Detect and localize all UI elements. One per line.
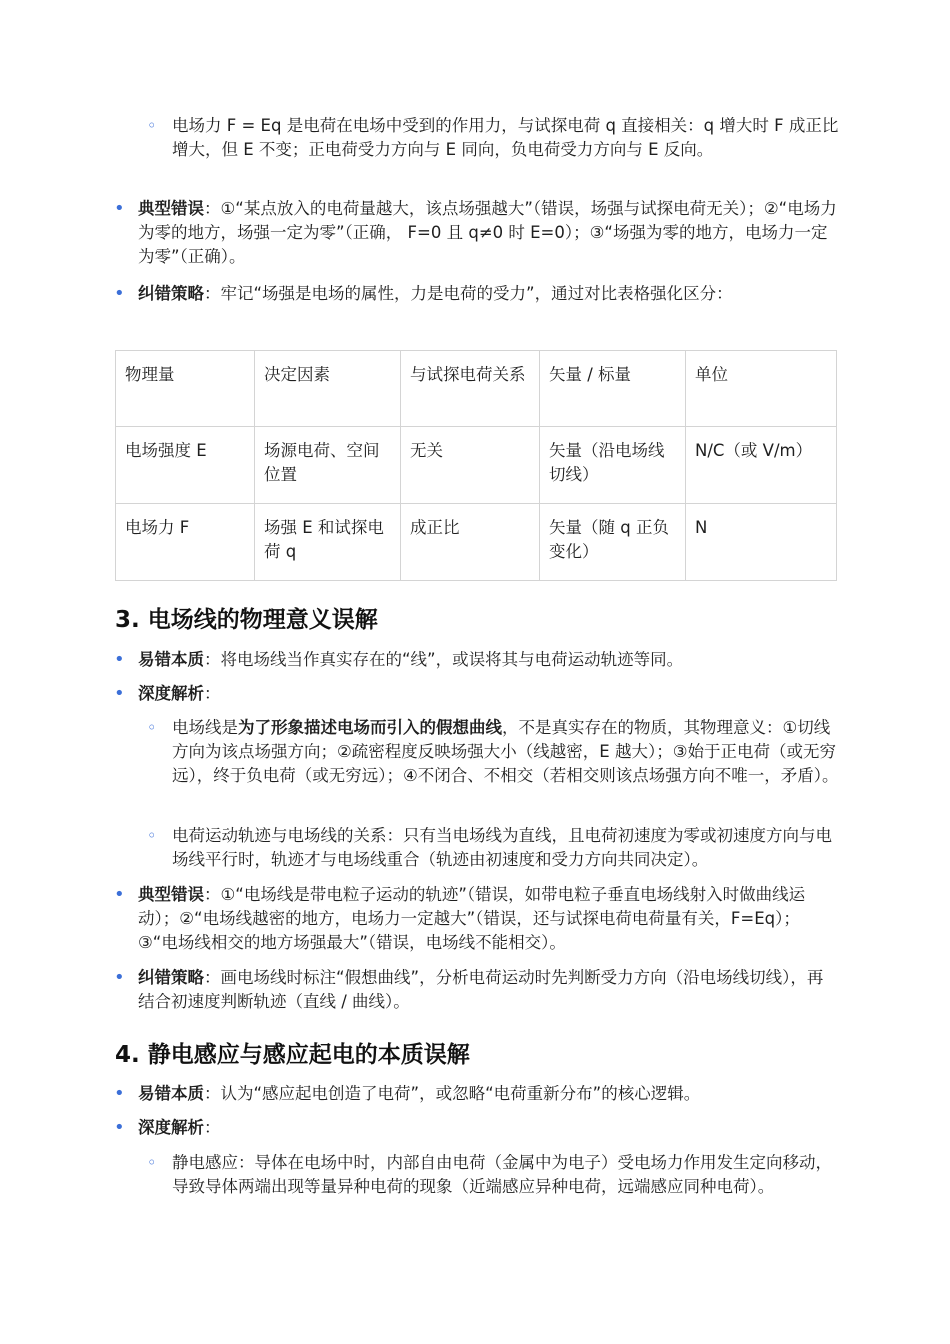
table-cell: 无关 bbox=[401, 427, 540, 504]
trajectory-relation-text: 电荷运动轨迹与电场线的关系：只有当电场线为直线，且电荷初速度为零或初速度方向与电场线平行时，轨迹才与电场线重合（轨迹由初速度和受力方向共同决定）。 bbox=[172, 826, 832, 869]
table-row bbox=[116, 427, 837, 504]
section-3-fix-strategy-item bbox=[138, 966, 838, 1014]
typical-errors-item bbox=[138, 197, 838, 269]
typical-errors-label: 典型错误 bbox=[138, 199, 204, 218]
analysis-label: 深度解析 bbox=[138, 1118, 204, 1137]
force-note-text: 电场力 F = Eq 是电荷在电场中受到的作用力，与试探电荷 q 直接相关：q 增大时 F 成正比增大，但 E 不变；正电荷受力方向与 E 同向，负电荷受力方向与 E 反向。 bbox=[172, 116, 839, 159]
table-cell: 矢量（随 q 正负变化） bbox=[540, 504, 686, 581]
section-3-heading: 3. 电场线的物理意义误解 bbox=[115, 607, 378, 633]
field-line-meaning-post: ，不是真实存在的物质，其物理意义：①切线方向为该点场强方向；②疏密程度反映场强大小（线越密，E 越大）；③始于正电荷（或无穷远），终于负电荷（或无穷远）；④不闭合、不相交（若相交则该点场强方向不唯一，矛盾）。 bbox=[172, 718, 839, 785]
table-cell: 场强 E 和试探电荷 q bbox=[255, 504, 401, 581]
fix-strategy-text: ：画电场线时标注“假想曲线”，分析电荷运动时先判断受力方向（沿电场线切线），再结合初速度判断轨迹（直线 / 曲线）。 bbox=[138, 968, 824, 1011]
essence-text: ：认为“感应起电创造了电荷”，或忽略“电荷重新分布”的核心逻辑。 bbox=[204, 1084, 701, 1103]
fix-strategy-text: ：牢记“场强是电场的属性，力是电荷的受力”，通过对比表格强化区分： bbox=[204, 284, 733, 303]
electrostatic-induction-text: 静电感应：导体在电场中时，内部自由电荷（金属中为电子）受电场力作用发生定向移动，导致导体两端出现等量异种电荷的现象（近端感应异种电荷，远端感应同种电荷）。 bbox=[172, 1153, 832, 1196]
fix-strategy-label: 纠错策略 bbox=[138, 968, 204, 987]
table-header-cell: 与试探电荷关系 bbox=[401, 351, 540, 427]
table-cell: 场源电荷、空间位置 bbox=[255, 427, 401, 504]
section-4-analysis-item bbox=[138, 1116, 838, 1140]
essence-text: ：将电场线当作真实存在的“线”，或误将其与电荷运动轨迹等同。 bbox=[204, 650, 684, 669]
essence-label: 易错本质 bbox=[138, 650, 204, 669]
table-header-cell: 单位 bbox=[686, 351, 837, 427]
essence-label: 易错本质 bbox=[138, 1084, 204, 1103]
table-header-row bbox=[116, 351, 837, 427]
table-row bbox=[116, 504, 837, 581]
section-4-heading: 4. 静电感应与感应起电的本质误解 bbox=[115, 1042, 470, 1068]
table-cell: 电场强度 E bbox=[116, 427, 255, 504]
table-header-cell: 矢量 / 标量 bbox=[540, 351, 686, 427]
electrostatic-induction-item bbox=[172, 1151, 840, 1199]
typical-errors-text: ：①“某点放入的电荷量越大，该点场强越大”（错误，场强与试探电荷无关）；②“电场力为零的地方，场强一定为零”（正确， F=0 且 q≠0 时 E=0）；③“场强为零的地方，电场力一定为零”（正确）。 bbox=[138, 199, 837, 266]
table-cell: 矢量（沿电场线切线） bbox=[540, 427, 686, 504]
trajectory-relation-item bbox=[172, 824, 840, 872]
table-header-cell: 物理量 bbox=[116, 351, 255, 427]
table-header-cell: 决定因素 bbox=[255, 351, 401, 427]
fix-strategy-item bbox=[138, 282, 838, 306]
table-cell: 电场力 F bbox=[116, 504, 255, 581]
field-line-meaning-pre: 电场线是 bbox=[172, 718, 238, 737]
section-3-analysis-item bbox=[138, 682, 838, 706]
analysis-label: 深度解析 bbox=[138, 684, 204, 703]
force-note-item bbox=[172, 114, 840, 162]
field-line-meaning-item bbox=[172, 716, 840, 788]
table-cell: N bbox=[686, 504, 837, 581]
analysis-text: ： bbox=[204, 1118, 221, 1137]
table-cell: N/C（或 V/m） bbox=[686, 427, 837, 504]
field-line-meaning-bold: 为了形象描述电场而引入的假想曲线 bbox=[238, 718, 502, 737]
typical-errors-label: 典型错误 bbox=[138, 885, 204, 904]
section-4-essence-item bbox=[138, 1082, 838, 1106]
typical-errors-text: ：①“电场线是带电粒子运动的轨迹”（错误，如带电粒子垂直电场线射入时做曲线运动）；②“电场线越密的地方，电场力一定越大”（错误，还与试探电荷电荷量有关，F=Eq）；③“电场线相交的地方场强最大”（错误，电场线不能相交）。 bbox=[138, 885, 806, 952]
section-3-essence-item bbox=[138, 648, 838, 672]
analysis-text: ： bbox=[204, 684, 221, 703]
table-cell: 成正比 bbox=[401, 504, 540, 581]
section-3-typical-errors-item bbox=[138, 883, 838, 955]
fix-strategy-label: 纠错策略 bbox=[138, 284, 204, 303]
comparison-table bbox=[115, 350, 837, 581]
